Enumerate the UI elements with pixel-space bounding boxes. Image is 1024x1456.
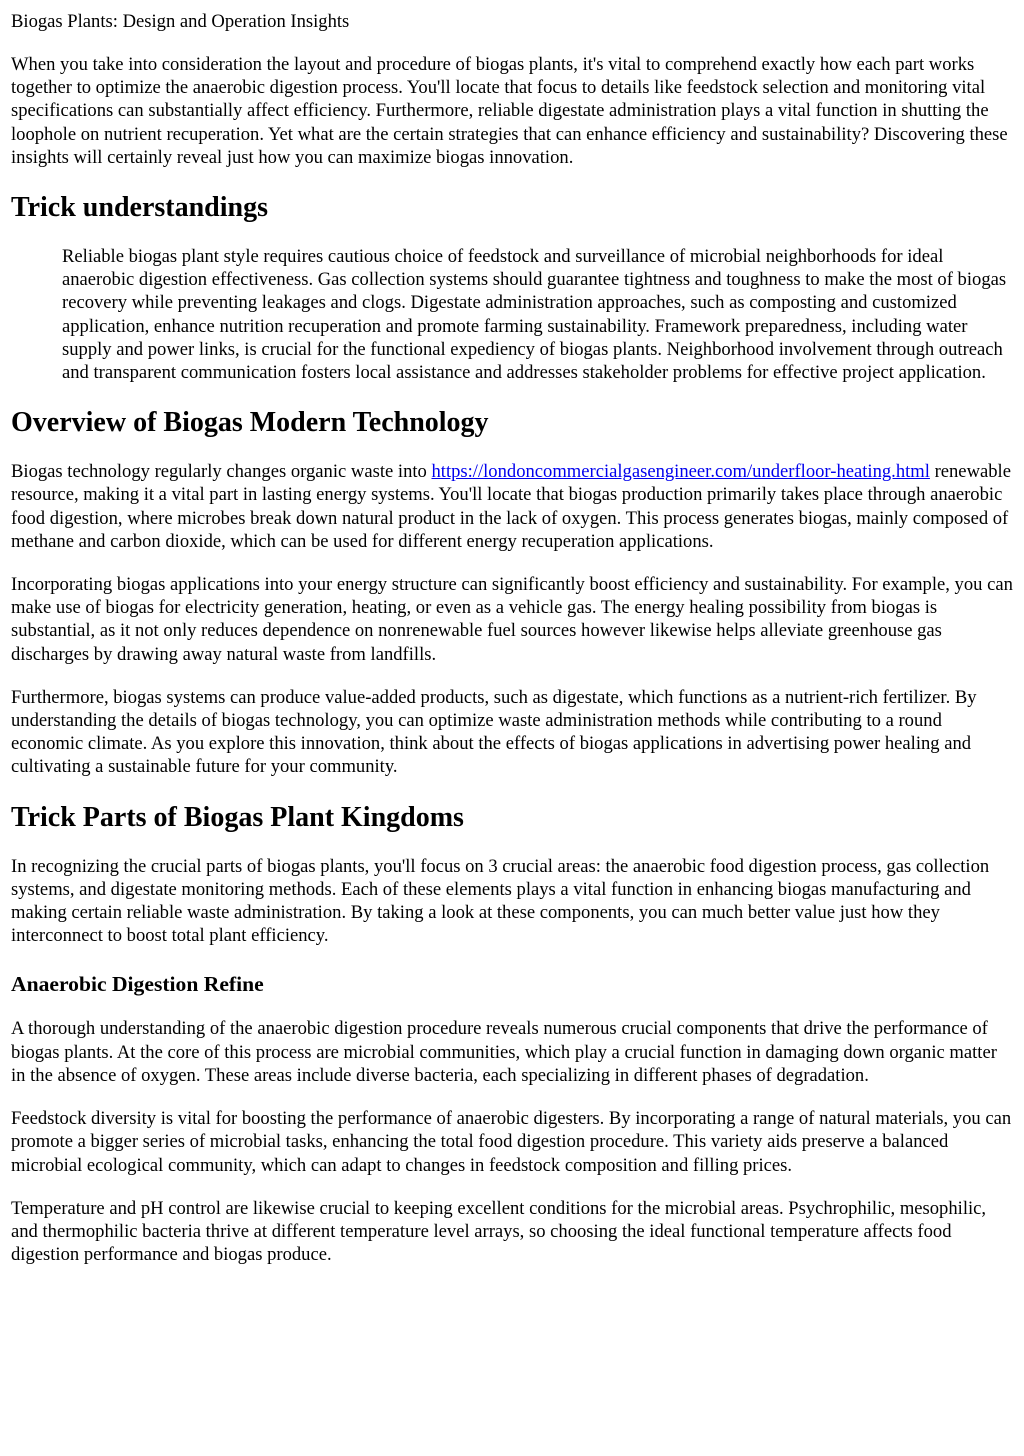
intro-paragraph: When you take into consideration the layout and procedure of biogas plants, it's vital to comprehend exactly how each part works together to optimize the anaerobic digestion process. You'll locate that focus to details like feedstock selection and monitoring vital specifications can substantially affect efficiency. Furthermore, reliable digestate administration plays a vital function in shutting the loophole on nutrient recuperation. Yet what are the certain strategies that can enhance efficiency and sustainability? Discovering these insights will certainly reveal just how you can maximize biogas innovation.: [11, 54, 1008, 168]
overview-paragraph-2: Incorporating biogas applications into your energy structure can significantly boost efficiency and sustainability. For example, you can make use of biogas for electricity generation, heating, or even as a vehicle gas. The energy healing possibility from biogas is substantial, as it not only reduces dependence on nonrenewable fuel sources however likewise helps alleviate greenhouse gas discharges by drawing away natural waste from landfills.: [11, 574, 1013, 665]
overview-text-before-link: Biogas technology regularly changes organic waste into: [11, 461, 432, 483]
heading-overview: Overview of Biogas Modern Technology: [11, 407, 489, 439]
key-insights-quote: Reliable biogas plant style requires cautious choice of feedstock and surveillance of microbial neighborhoods for ideal anaerobic digestion effectiveness. Gas collection systems should guarantee tightness and toughness to make the most of biogas recovery while preventing leakages and clogs. Digestate administration approaches, such as composting and customized application, enhance nutrition recuperation and promote farming sustainability. Framework preparedness, including water supply and power links, is crucial for the functional expediency of biogas plants. Neighborhood involvement through outreach and transparent communication fosters local assistance and addresses stakeholder problems for effective project application.: [62, 246, 1007, 384]
heading-anaerobic-digestion: Anaerobic Digestion Refine: [11, 972, 264, 997]
overview-text-after-link: renewable resource, making it a vital part in lasting energy systems. You'll locate that biogas production primarily takes place through anaerobic food digestion, where microbes break down natural product in the lack of oxygen. This process generates biogas, mainly composed of methane and carbon dioxide, which can be used for different energy recuperation applications.: [11, 461, 1011, 552]
anaerobic-paragraph-3: Temperature and pH control are likewise crucial to keeping excellent conditions for the microbial areas. Psychrophilic, mesophilic, and thermophilic bacteria thrive at different temperature level arrays, so choosing the ideal functional temperature affects food digestion performance and biogas produce.: [11, 1197, 987, 1266]
document-title: Biogas Plants: Design and Operation Insights: [11, 11, 350, 32]
underfloor-heating-link[interactable]: https://londoncommercialgasengineer.com/underfloor-heating.html: [431, 461, 930, 483]
overview-paragraph-1: [11, 460, 1013, 553]
anaerobic-paragraph-2: Feedstock diversity is vital for boosting the performance of anaerobic digesters. By incorporating a range of natural materials, you can promote a bigger series of microbial tasks, enhancing the total food digestion procedure. This variety aids preserve a balanced microbial ecological community, which can adapt to changes in feedstock composition and filling prices.: [11, 1108, 1012, 1176]
heading-key-parts: Trick Parts of Biogas Plant Kingdoms: [11, 801, 464, 833]
key-parts-paragraph: In recognizing the crucial parts of biogas plants, you'll focus on 3 crucial areas: the anaerobic food digestion process, gas collection systems, and digestate monitoring methods. Each of these elements plays a vital function in enhancing biogas manufacturing and making certain reliable waste administration. By taking a look at these components, you can much better value just how they interconnect to boost total plant efficiency.: [11, 855, 990, 947]
document-page: [0, 10, 1024, 1266]
anaerobic-paragraph-1: A thorough understanding of the anaerobic digestion procedure reveals numerous crucial components that drive the performance of biogas plants. At the core of this process are microbial communities, which play a crucial function in damaging down organic matter in the absence of oxygen. These areas include diverse bacteria, each specializing in different phases of degradation.: [11, 1018, 997, 1086]
overview-paragraph-3: Furthermore, biogas systems can produce value-added products, such as digestate, which functions as a nutrient-rich fertilizer. By understanding the details of biogas technology, you can optimize waste administration methods while contributing to a round economic climate. As you explore this innovation, think about the effects of biogas applications in advertising power healing and cultivating a sustainable future for your community.: [11, 686, 977, 778]
heading-key-insights: Trick understandings: [11, 192, 268, 224]
